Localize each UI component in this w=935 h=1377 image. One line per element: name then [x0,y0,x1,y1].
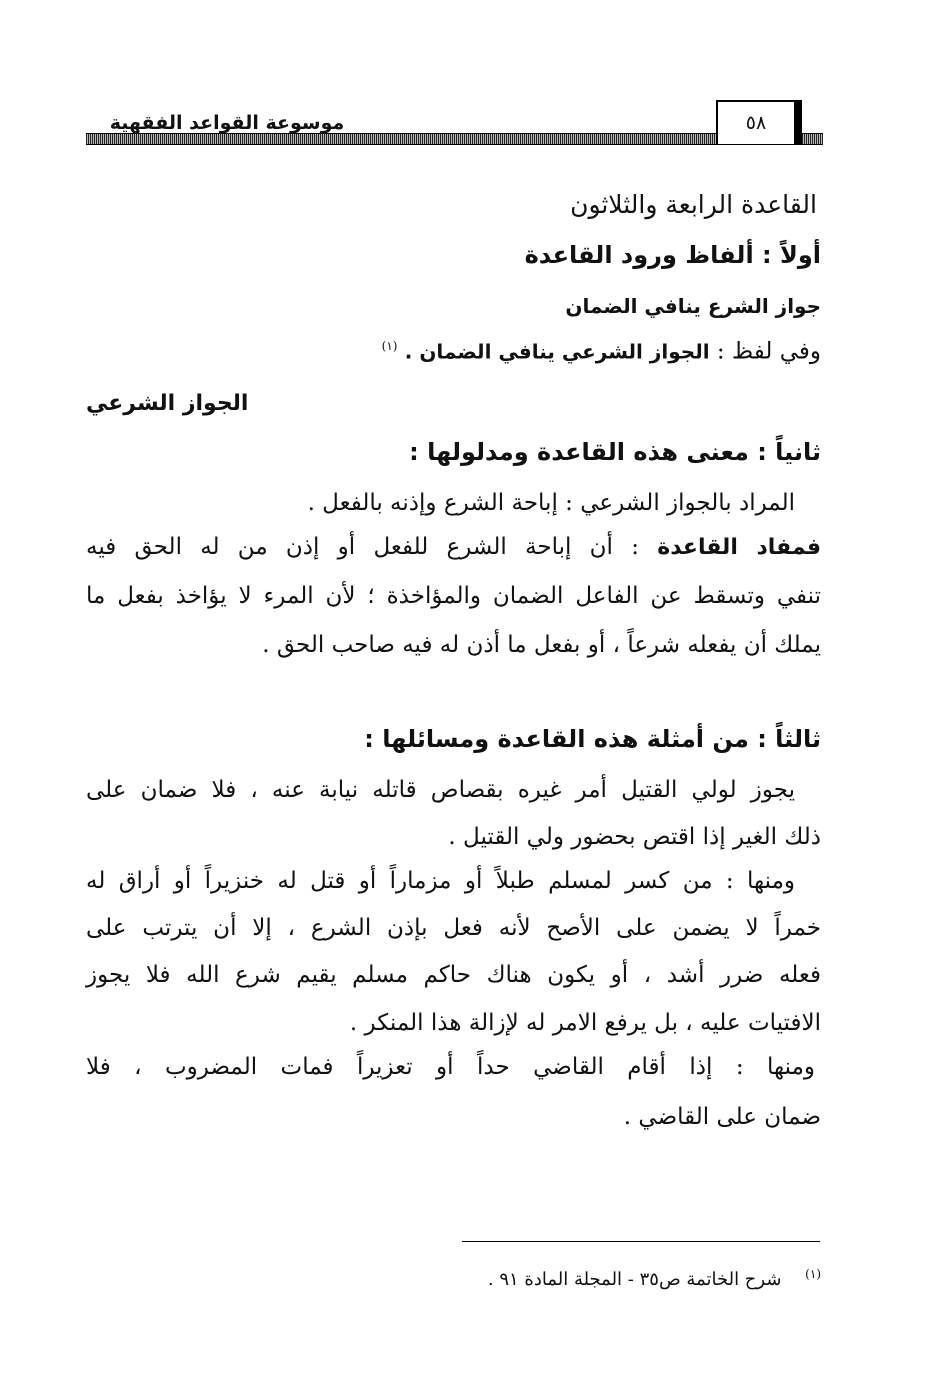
footnote-rule [462,1241,820,1242]
section-3-heading: ثالثاً : من أمثلة هذه القاعدة ومسائلها : [364,725,821,753]
example-1-line-2: ذلك الغير إذا اقتص بحضور ولي القتيل . [448,824,821,850]
footnote-ref: (١) [381,339,398,353]
example-2-line-2: خمراً لا يضمن على الأصح لأنه فعل بإذن الشرع ، إلا أن يترتب على [86,915,821,941]
alt-wording: الجواز الشرعي ينافي الضمان . [404,339,710,364]
page-number: ٥٨ [716,100,796,144]
example-3-line-2: ضمان على القاضي . [623,1104,821,1130]
rule-text: جواز الشرع ينافي الضمان [565,294,821,318]
example-2-line-4: الافتيات عليه ، بل يرفع الامر له لإزالة هذا المنكر . [349,1010,821,1036]
footnote [488,1267,821,1290]
benefit-line-3: يملك أن يفعله شرعاً ، أو بفعل ما أذن له فيه صاحب الحق . [262,632,821,658]
footnote-marker: (١) [805,1267,821,1281]
alt-wording-prefix: وفي لفظ : [716,338,821,365]
book-title: موسوعة القواعد الفقهية [109,112,345,134]
example-3-line-1: ومنها : إذا أقام القاضي حداً أو تعزيراً فمات المضروب ، فلا [86,1054,815,1080]
benefit-label: فمفاد القاعدة [657,535,822,560]
benefit-line-1-text: : أن إباحة الشرع للفعل أو إذن من له الحق فيه [86,534,639,560]
benefit-line-2: تنفي وتسقط عن الفاعل الضمان والمؤاخذة ؛ لأن المرء لا يؤاخذ بفعل ما [86,583,821,609]
example-2-line-3: فعله ضرر أشد ، أو يكون هناك حاكم مسلم يقيم شرع الله فلا يجوز [86,962,821,988]
section-2-heading: ثانياً : معنى هذه القاعدة ومدلولها : [409,438,821,466]
header-rule [86,133,823,145]
meaning-line: المراد بالجواز الشرعي : إباحة الشرع وإذنه بالفعل . [307,490,795,516]
footnote-text: شرح الخاتمة ص٣٥ - المجلة المادة ٩١ . [487,1269,782,1290]
benefit-line-1 [86,536,821,559]
example-2-line-1: ومنها : من كسر لمسلم طبلاً أو مزماراً أو قتل له خنزيراً أو أراق له [86,868,795,894]
example-1-line-1: يجوز لولي القتيل أمر غيره بقصاص قاتله نيابة عنه ، فلا ضمان على [86,777,795,803]
side-label: الجواز الشرعي [86,391,249,416]
rule-title: القاعدة الرابعة والثلاثون [570,190,817,219]
section-1-heading: أولاً : ألفاظ ورود القاعدة [524,241,821,269]
alt-wording-line [382,340,821,364]
